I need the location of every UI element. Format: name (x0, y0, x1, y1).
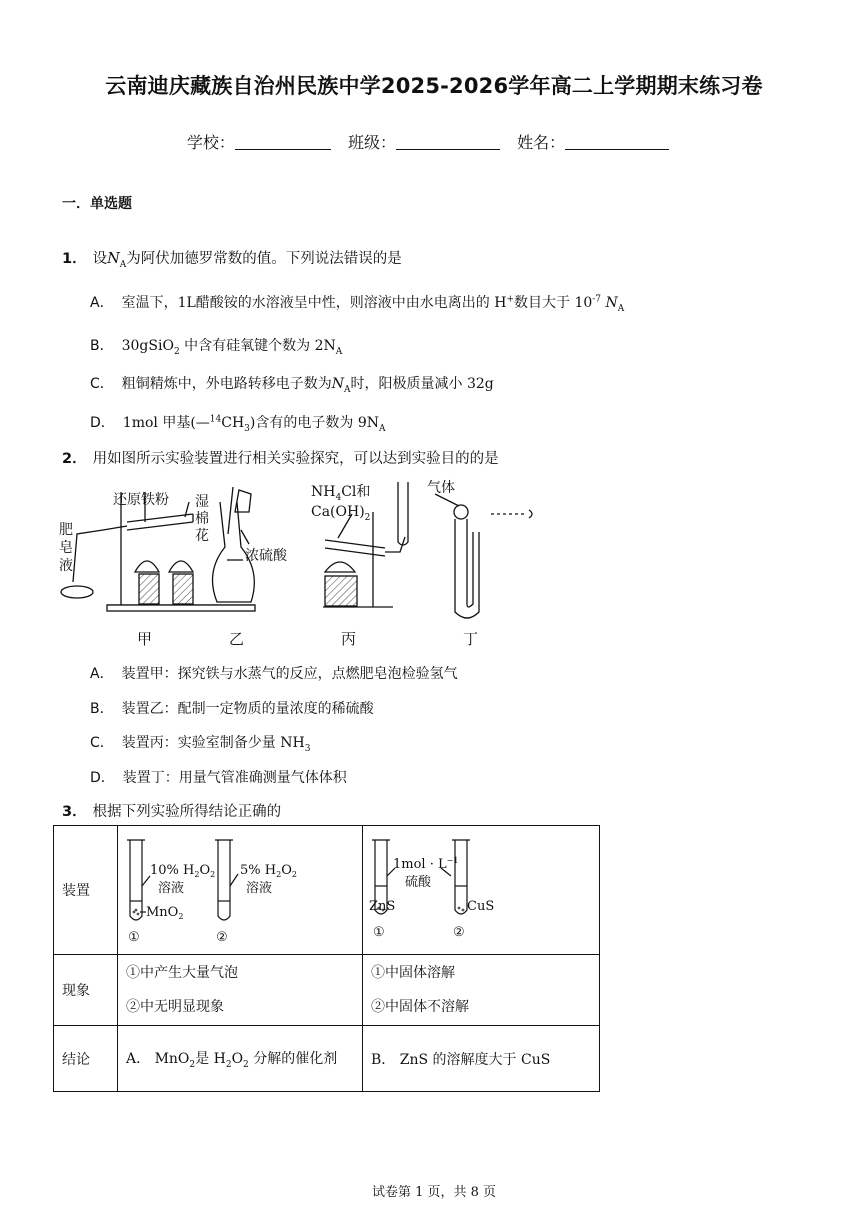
name-label: 姓名： (517, 133, 566, 152)
circle-number-2: ② (453, 925, 465, 940)
left-phenomenon-cell (118, 955, 363, 1026)
bulb (454, 505, 468, 519)
question-number: 2． (62, 451, 87, 467)
label-soap: 液 (59, 558, 73, 574)
svg-text:NH4Cl和 (311, 484, 370, 503)
page-footer: 试卷第 1 页，共 8 页 (371, 1185, 497, 1200)
option-text: 中含有硅氧键个数为 2N (179, 338, 336, 354)
tube (325, 548, 385, 556)
question-3-stem (62, 800, 281, 821)
table-row (54, 1026, 600, 1092)
subscript: 2 (291, 870, 297, 879)
section-title: 一．单选题 (62, 196, 132, 212)
label-soap: 皂 (59, 540, 73, 556)
label-caoh2: Ca(OH) (311, 504, 365, 520)
svg-text:1mol · L−1 (393, 856, 458, 872)
block (173, 574, 193, 604)
label-pointer (241, 530, 249, 544)
conclusion-text: ZnS 的溶解度大于 CuS (399, 1051, 551, 1068)
lamp (325, 562, 355, 572)
dish (61, 586, 93, 598)
table-row (54, 826, 600, 955)
option-label: A． (126, 1050, 151, 1067)
phenomenon-text: ①中产生大量气泡 (126, 965, 238, 981)
caption-yi: 乙 (229, 630, 245, 648)
label-soap: 肥 (59, 522, 73, 538)
subscript: 2 (178, 912, 184, 921)
question-2-option-a[interactable] (90, 663, 458, 683)
phenomenon-text: ②中无明显现象 (126, 999, 224, 1015)
subscript: 2 (173, 346, 180, 357)
question-1-option-d[interactable] (90, 412, 385, 434)
option-text: )含有的电子数为 9N (249, 415, 379, 431)
conclusion-text: 是 H (195, 1050, 226, 1067)
label-cus: CuS (467, 899, 495, 914)
option-text: CH (221, 415, 245, 431)
block (139, 574, 159, 604)
question-2-option-c[interactable] (90, 732, 310, 754)
question-2-option-d[interactable] (90, 767, 347, 787)
subscript: A (344, 384, 351, 395)
na-subscript: A (119, 259, 127, 270)
eye-icon (529, 510, 532, 518)
label-h2o2-10: 10% H (150, 863, 195, 878)
conclusion-text: O (231, 1050, 244, 1067)
stem-text: 为阿伏加德罗常数的值。下列说法错误的是 (126, 251, 402, 267)
label-iron-powder: 还原铁粉 (113, 492, 169, 508)
conclusion-text: MnO (154, 1050, 190, 1067)
svg-text:Ca(OH)2 (311, 504, 370, 523)
table-row (54, 955, 600, 1026)
subscript: 2 (276, 870, 282, 879)
delivery-tube (73, 526, 127, 582)
row-header-device: 装置 (54, 826, 118, 955)
question-number: 1． (62, 251, 87, 267)
class-label: 班级： (347, 133, 396, 152)
caption-ding: 丁 (463, 630, 479, 648)
svg-text:10% H2O2 (150, 863, 215, 879)
right-device-cell (363, 826, 600, 955)
option-text: 时，阳极质量减小 32g (350, 376, 494, 392)
label-mno2: MnO (146, 905, 179, 920)
option-text: 装置甲：探究铁与水蒸气的反应，点燃肥皂泡检验氢气 (121, 666, 458, 682)
student-info-line (0, 130, 868, 153)
option-text: 装置丙：实验室制备少量 NH (121, 735, 305, 751)
question-2-stem (62, 447, 499, 468)
option-label: B． (371, 1051, 396, 1068)
tube (127, 514, 193, 522)
name-blank[interactable] (565, 133, 669, 150)
option-text: 室温下，1L醋酸铵的水溶液呈中性，则溶液中由水电离出的 H (121, 295, 507, 311)
subscript: 4 (335, 493, 342, 503)
school-label: 学校： (186, 133, 235, 152)
option-text: 30gSiO (121, 338, 174, 354)
question-1-option-b[interactable] (90, 335, 342, 357)
tube (127, 522, 193, 530)
option-label: C． (90, 376, 114, 392)
option-label: A． (90, 295, 114, 311)
caption-bing: 丙 (341, 630, 357, 648)
right-device-figure (363, 826, 599, 950)
circle-number-2: ② (216, 930, 228, 945)
label-h2o2-10: O (199, 863, 211, 878)
stem-text: 用如图所示实验装置进行相关实验探究，可以达到实验目的的是 (92, 451, 499, 467)
left-device-figure (118, 826, 362, 950)
label-gas: 气体 (427, 480, 455, 496)
subscript: 2 (210, 870, 216, 879)
q2-apparatus-figure (55, 472, 575, 652)
label-acid: 浓硫酸 (245, 548, 287, 564)
subscript: A (335, 346, 343, 357)
circle-number-1: ① (128, 930, 140, 945)
na-symbol: N (605, 295, 618, 311)
test-tube-2 (455, 840, 467, 914)
lamp (169, 561, 193, 572)
subscript: 2 (225, 1059, 232, 1070)
question-1-option-c[interactable] (90, 373, 494, 395)
phenomenon-text: ①中固体溶解 (371, 965, 455, 981)
question-1-stem (62, 247, 402, 270)
label-pointer (142, 876, 150, 886)
option-label: A． (90, 666, 114, 682)
subscript: 2 (243, 1059, 249, 1070)
glass-rod (228, 487, 233, 534)
option-text: 装置丁：用量气管准确测量气体体积 (122, 770, 347, 786)
option-b-conclusion[interactable] (363, 1026, 600, 1092)
option-label: D． (90, 770, 115, 786)
conclusion-text: 分解的催化剂 (248, 1050, 338, 1067)
superscript: 14 (209, 414, 222, 425)
subscript: A (378, 423, 386, 434)
superscript: −1 (446, 856, 459, 865)
stem-text: 根据下列实验所得结论正确的 (92, 804, 282, 820)
phenomenon-text: ②中固体不溶解 (371, 999, 469, 1015)
option-label: B． (90, 701, 114, 717)
label-cotton: 棉 (195, 511, 209, 527)
right-phenomenon-cell (363, 955, 600, 1026)
option-label: D． (90, 415, 115, 431)
lamp (135, 561, 159, 572)
block (325, 576, 357, 606)
svg-text:MnO2 (146, 905, 183, 921)
superscript: + (506, 294, 514, 305)
option-a-conclusion[interactable] (118, 1026, 363, 1092)
label-solution: 溶液 (158, 881, 185, 896)
subscript: 3 (244, 423, 250, 434)
stem-text: 设 (92, 251, 108, 267)
subscript: 2 (189, 1059, 196, 1070)
caption-jia: 甲 (137, 630, 153, 648)
row-header-phenomenon: 现象 (54, 955, 118, 1026)
tube (325, 540, 385, 548)
question-2-option-b[interactable] (90, 698, 374, 718)
label-cotton: 湿 (195, 494, 209, 510)
circle-number-1: ① (373, 925, 385, 940)
class-blank[interactable] (396, 133, 500, 150)
label-nh4cl: NH (311, 484, 336, 500)
option-label: B． (90, 338, 114, 354)
collection-tube (398, 482, 408, 545)
label-h2o2-5: O (281, 863, 292, 878)
question-number: 3． (62, 804, 87, 820)
label-concentration: 1mol · L (393, 857, 447, 872)
label-solution: 溶液 (246, 881, 273, 896)
subscript: 2 (194, 870, 200, 879)
test-tube-1 (130, 840, 142, 920)
option-text: 粗铜精炼中，外电路转移电子数为 (121, 376, 332, 392)
left-device-cell (118, 826, 363, 955)
base-board (107, 605, 255, 611)
label-sulfuric-acid: 硫酸 (405, 875, 432, 890)
page-title: 云南迪庆藏族自治州民族中学2025-2026学年高二上学期期末练习卷 (105, 74, 763, 98)
test-tube-2 (218, 840, 230, 920)
question-1-option-a[interactable] (90, 292, 624, 314)
superscript: -7 (592, 294, 602, 305)
label-cotton: 花 (195, 528, 209, 544)
row-header-conclusion: 结论 (54, 1026, 118, 1092)
option-text: 数目大于 10 (514, 295, 593, 311)
label-nh4cl: Cl和 (341, 484, 371, 500)
na-symbol: N (331, 376, 345, 392)
q3-table (53, 825, 600, 1092)
na-symbol: N (107, 251, 120, 267)
subscript: A (617, 303, 625, 314)
school-blank[interactable] (235, 133, 331, 150)
option-label: C． (90, 735, 114, 751)
option-text: 装置乙：配制一定物质的量浓度的稀硫酸 (121, 701, 374, 717)
label-pointer (230, 874, 238, 886)
svg-text:5% H2O2 (240, 863, 297, 879)
subscript: 3 (304, 743, 311, 754)
label-zns: ZnS (369, 899, 396, 914)
label-h2o2-5: 5% H (240, 863, 277, 878)
option-text: 1mol 甲基(— (122, 415, 210, 431)
subscript: 2 (364, 513, 371, 523)
